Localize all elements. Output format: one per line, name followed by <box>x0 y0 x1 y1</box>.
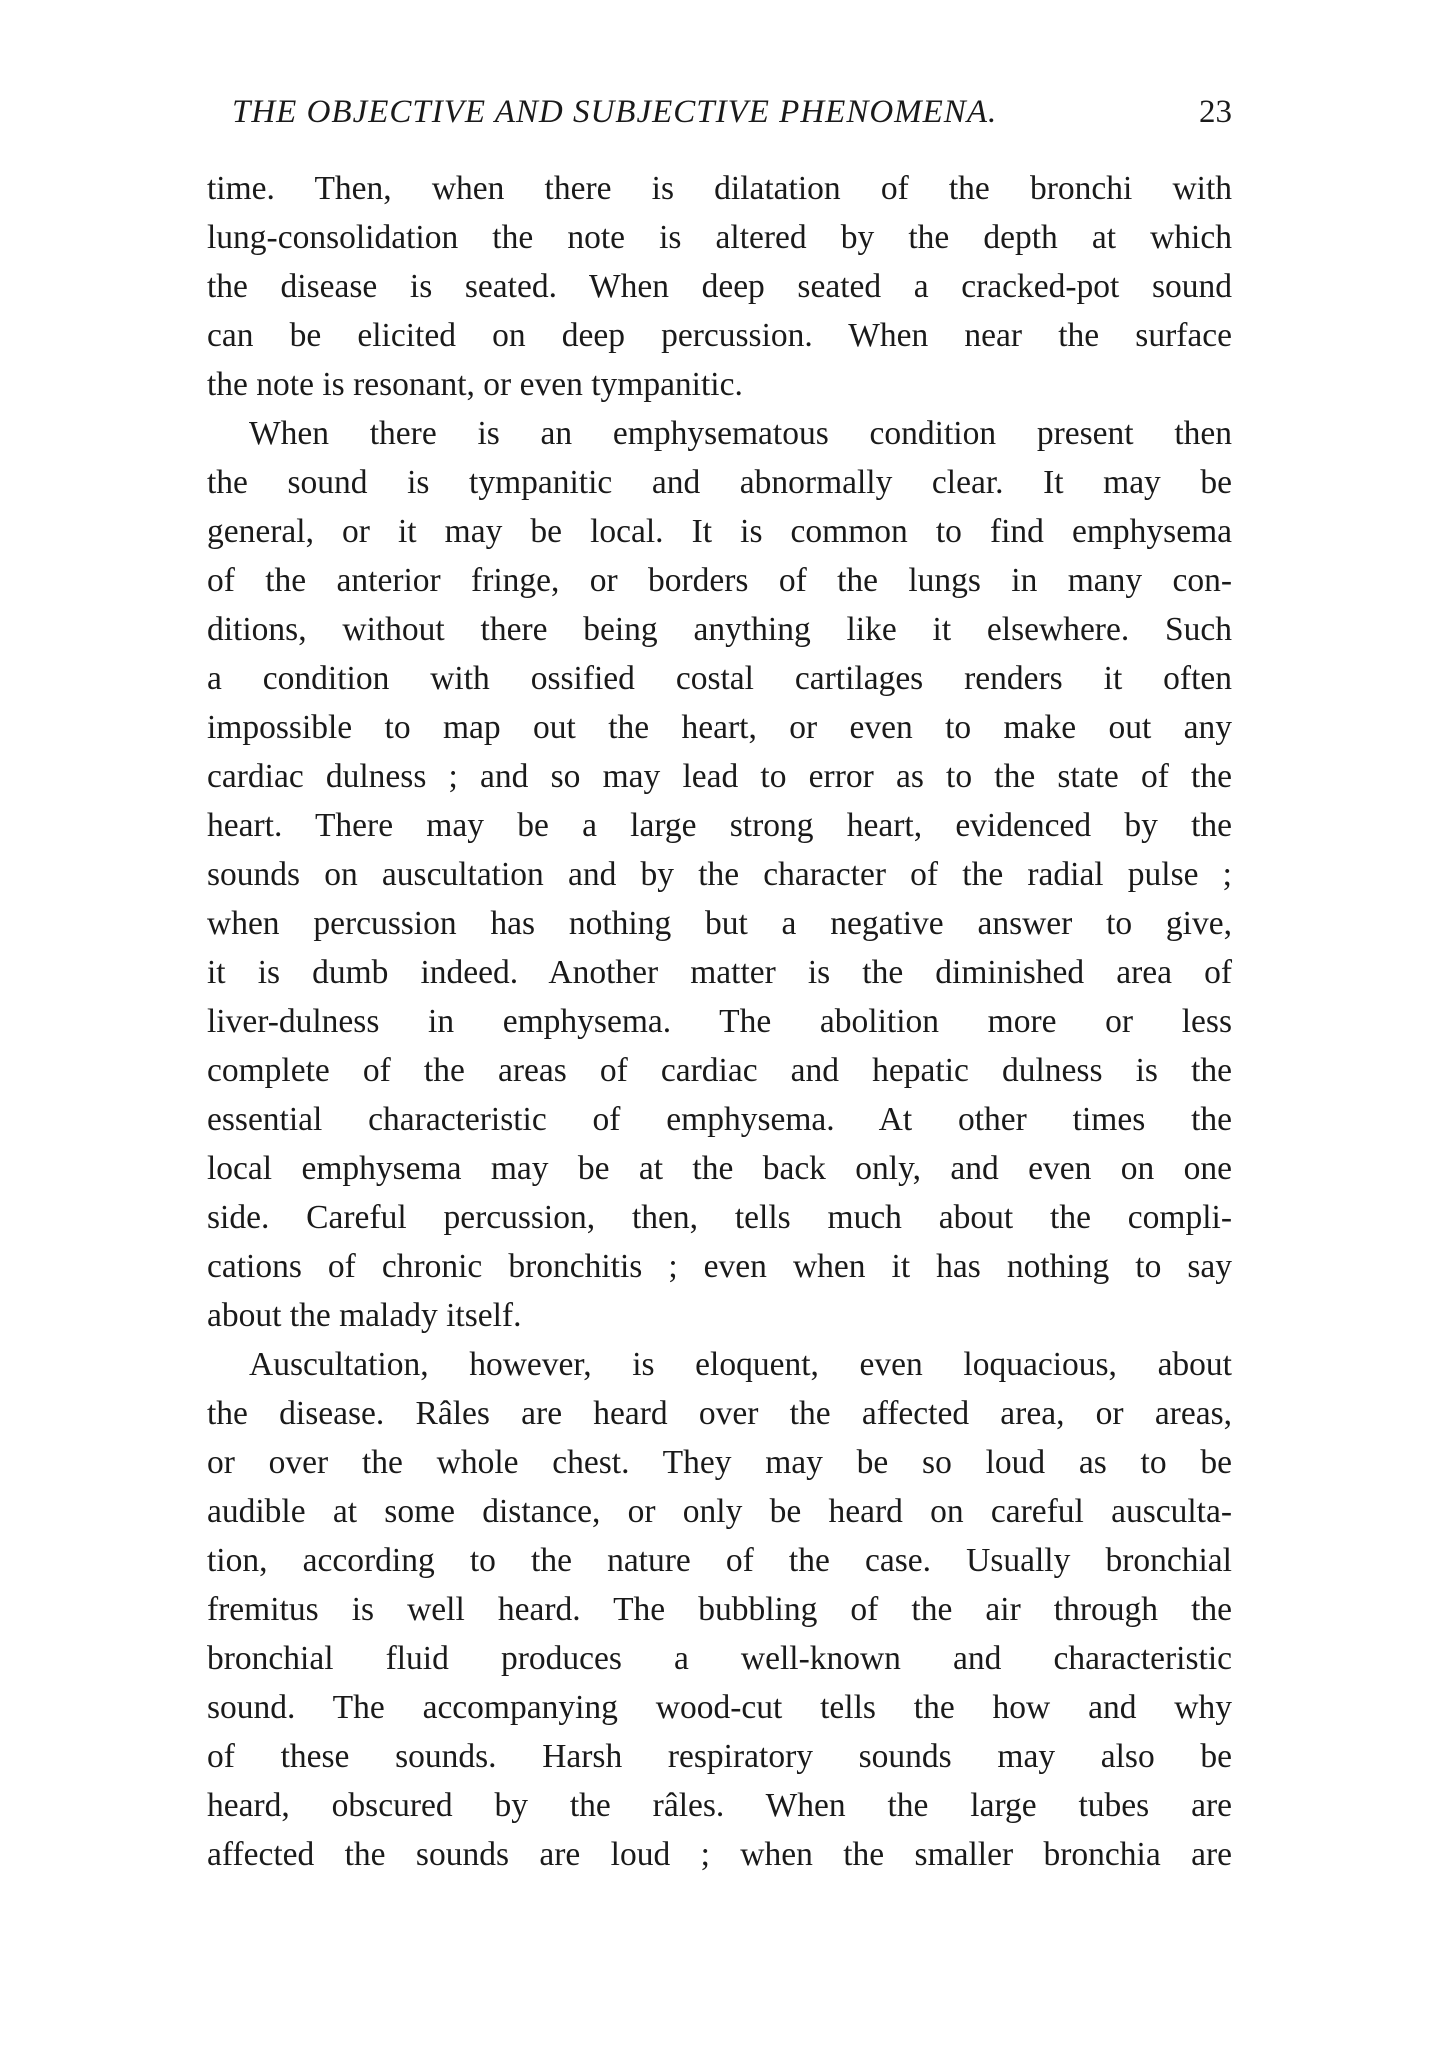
text-line: can be elicited on deep percussion. When near the surface <box>207 317 1232 354</box>
text-line: when percussion has nothing but a negative answer to give, <box>207 905 1232 942</box>
text-line: the disease is seated. When deep seated a cracked-pot sound <box>207 268 1232 305</box>
text-line: liver-dulness in emphysema. The abolition more or less <box>207 1003 1232 1040</box>
text-line: affected the sounds are loud ; when the smaller bronchia are <box>207 1836 1232 1873</box>
text-line: sound. The accompanying wood-cut tells the how and why <box>207 1689 1232 1726</box>
text-line: cations of chronic bronchitis ; even when it has nothing to say <box>207 1248 1232 1285</box>
text-line: general, or it may be local. It is common to find emphysema <box>207 513 1232 550</box>
text-line: of the anterior fringe, or borders of the lungs in many con- <box>207 562 1232 599</box>
page-number: 23 <box>1199 94 1232 130</box>
text-line: time. Then, when there is dilatation of the bronchi with <box>207 170 1232 207</box>
text-line: audible at some distance, or only be heard on careful ausculta- <box>207 1493 1232 1530</box>
paragraph-first-line: When there is an emphysematous condition present then <box>249 415 1232 452</box>
text-line: essential characteristic of emphysema. At other times the <box>207 1101 1232 1138</box>
text-line: heard, obscured by the râles. When the large tubes are <box>207 1787 1232 1824</box>
text-line: a condition with ossified costal cartilages renders it often <box>207 660 1232 697</box>
text-line: sounds on auscultation and by the character of the radial pulse ; <box>207 856 1232 893</box>
text-line: impossible to map out the heart, or even to make out any <box>207 709 1232 746</box>
text-line: heart. There may be a large strong heart, evidenced by the <box>207 807 1232 844</box>
paragraph-first-line: Auscultation, however, is eloquent, even loquacious, about <box>249 1346 1232 1383</box>
text-line: the note is resonant, or even tympanitic. <box>207 366 743 403</box>
text-line: complete of the areas of cardiac and hepatic dulness is the <box>207 1052 1232 1089</box>
text-line: side. Careful percussion, then, tells much about the compli- <box>207 1199 1232 1236</box>
text-line: it is dumb indeed. Another matter is the diminished area of <box>207 954 1232 991</box>
text-line: of these sounds. Harsh respiratory sounds may also be <box>207 1738 1232 1775</box>
text-line: tion, according to the nature of the case. Usually bronchial <box>207 1542 1232 1579</box>
running-head-title: THE OBJECTIVE AND SUBJECTIVE PHENOMENA. <box>232 94 998 130</box>
text-line: about the malady itself. <box>207 1297 522 1334</box>
text-line: fremitus is well heard. The bubbling of the air through the <box>207 1591 1232 1628</box>
running-head <box>232 88 1232 138</box>
text-line: the disease. Râles are heard over the affected area, or areas, <box>207 1395 1232 1432</box>
text-line: the sound is tympanitic and abnormally clear. It may be <box>207 464 1232 501</box>
text-line: bronchial fluid produces a well-known and characteristic <box>207 1640 1232 1677</box>
text-line: cardiac dulness ; and so may lead to error as to the state of the <box>207 758 1232 795</box>
text-line: or over the whole chest. They may be so loud as to be <box>207 1444 1232 1481</box>
text-line: local emphysema may be at the back only, and even on one <box>207 1150 1232 1187</box>
body-text <box>207 164 1232 1879</box>
text-line: ditions, without there being anything like it elsewhere. Such <box>207 611 1232 648</box>
text-line: lung-consolidation the note is altered by the depth at which <box>207 219 1232 256</box>
